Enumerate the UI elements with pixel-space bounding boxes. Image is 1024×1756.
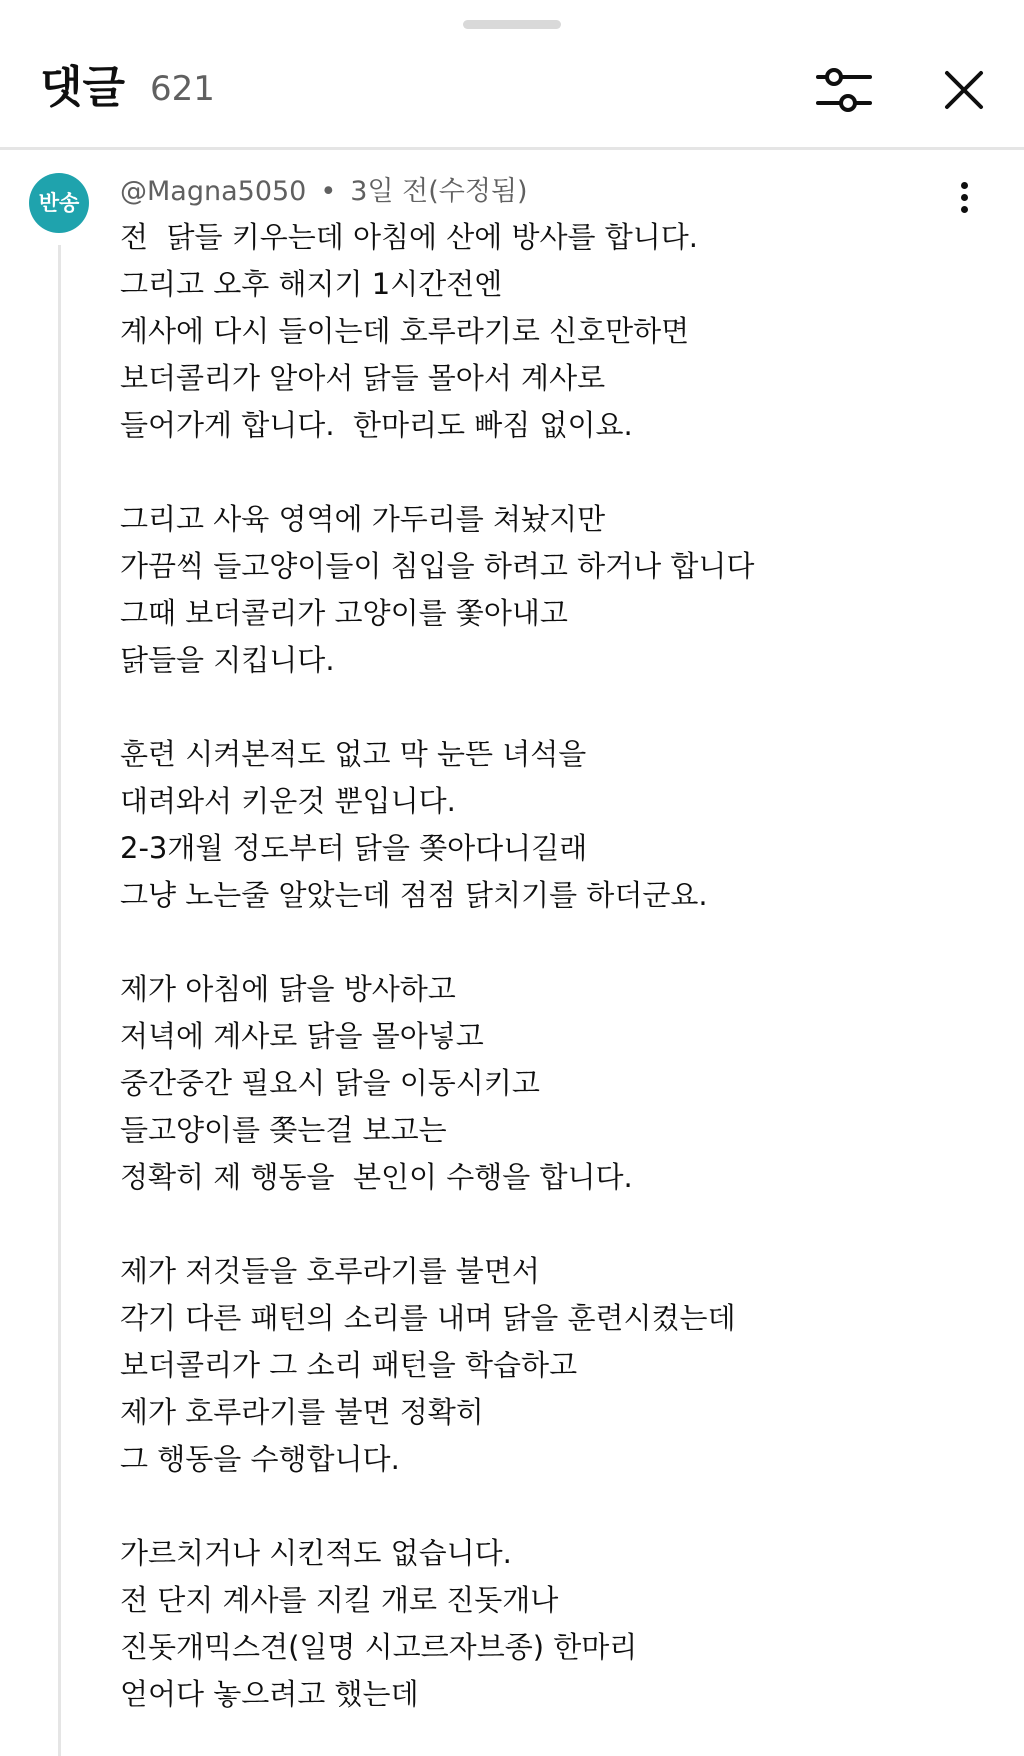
filter-sliders-icon <box>814 62 874 118</box>
comment-line: 제가 호루라기를 불면 정확히 <box>120 1395 484 1429</box>
close-button[interactable] <box>938 64 990 116</box>
comments-header <box>0 0 1024 150</box>
comments-title: 댓글 <box>40 62 126 113</box>
comment-line: 계사에 다시 들이는데 호루라기로 신호만하면 <box>120 314 690 348</box>
comment-line <box>120 1483 980 1530</box>
comment-body <box>120 214 980 1718</box>
comment-line: 각기 다른 패턴의 소리를 내며 닭을 훈련시켰는데 <box>120 1301 736 1335</box>
comment-line: 닭들을 지킵니다. <box>120 643 335 677</box>
filter-button[interactable] <box>814 62 874 118</box>
more-vertical-icon <box>950 182 978 213</box>
comment-line: 들고양이를 쫒는걸 보고는 <box>120 1113 447 1147</box>
comment-line: 중간중간 필요시 닭을 이동시키고 <box>120 1066 540 1100</box>
comment-line: 대려와서 키운것 뿐입니다. <box>120 784 456 818</box>
thread-line <box>58 245 61 1756</box>
comment-line: 훈련 시켜본적도 없고 막 눈뜬 녀석을 <box>120 737 587 771</box>
comment-line: 정확히 제 행동을 본인이 수행을 합니다. <box>120 1160 633 1194</box>
comment-line <box>120 684 980 731</box>
comment-meta <box>120 172 528 212</box>
avatar[interactable]: 반송 <box>29 173 89 233</box>
comment-author[interactable]: @Magna5050 <box>120 176 307 207</box>
comment-line: 얻어다 놓으려고 했는데 <box>120 1677 419 1711</box>
comment-line: 보더콜리가 알아서 닭들 몰아서 계사로 <box>120 361 606 395</box>
comment-line: 전 닭들 키우는데 아침에 산에 방사를 합니다. <box>120 220 698 254</box>
comment-line <box>120 1201 980 1248</box>
comment-line: 그때 보더콜리가 고양이를 쫓아내고 <box>120 596 568 630</box>
comment-line: 들어가게 합니다. 한마리도 빠짐 없이요. <box>120 408 633 442</box>
meta-separator: • <box>320 176 337 207</box>
comment-line: 그리고 오후 해지기 1시간전엔 <box>120 267 503 301</box>
comment-line: 저녁에 계사로 닭을 몰아넣고 <box>120 1019 484 1053</box>
comments-count: 621 <box>150 69 215 109</box>
comment-line: 그냥 노는줄 알았는데 점점 닭치기를 하더군요. <box>120 878 708 912</box>
comment-line: 제가 아침에 닭을 방사하고 <box>120 972 456 1006</box>
comment-line <box>120 449 980 496</box>
comment-line <box>120 919 980 966</box>
comment-line: 2-3개월 정도부터 닭을 쫒아다니길래 <box>120 831 588 865</box>
close-icon <box>938 64 990 116</box>
comment-line: 제가 저것들을 호루라기를 불면서 <box>120 1254 540 1288</box>
comment-line: 그리고 사육 영역에 가두리를 쳐놨지만 <box>120 502 606 536</box>
comment-line: 전 단지 계사를 지킬 개로 진돗개나 <box>120 1583 559 1617</box>
comment-line: 진돗개믹스견(일명 시고르자브종) 한마리 <box>120 1630 638 1664</box>
comment-line: 그 행동을 수행합니다. <box>120 1442 400 1476</box>
comment-line: 가끔씩 들고양이들이 침입을 하려고 하거나 합니다 <box>120 549 755 583</box>
comment-time: 3일 전(수정됨) <box>350 176 528 207</box>
comment-line: 가르치거나 시킨적도 없습니다. <box>120 1536 512 1570</box>
comment-line: 보더콜리가 그 소리 패턴을 학습하고 <box>120 1348 578 1382</box>
